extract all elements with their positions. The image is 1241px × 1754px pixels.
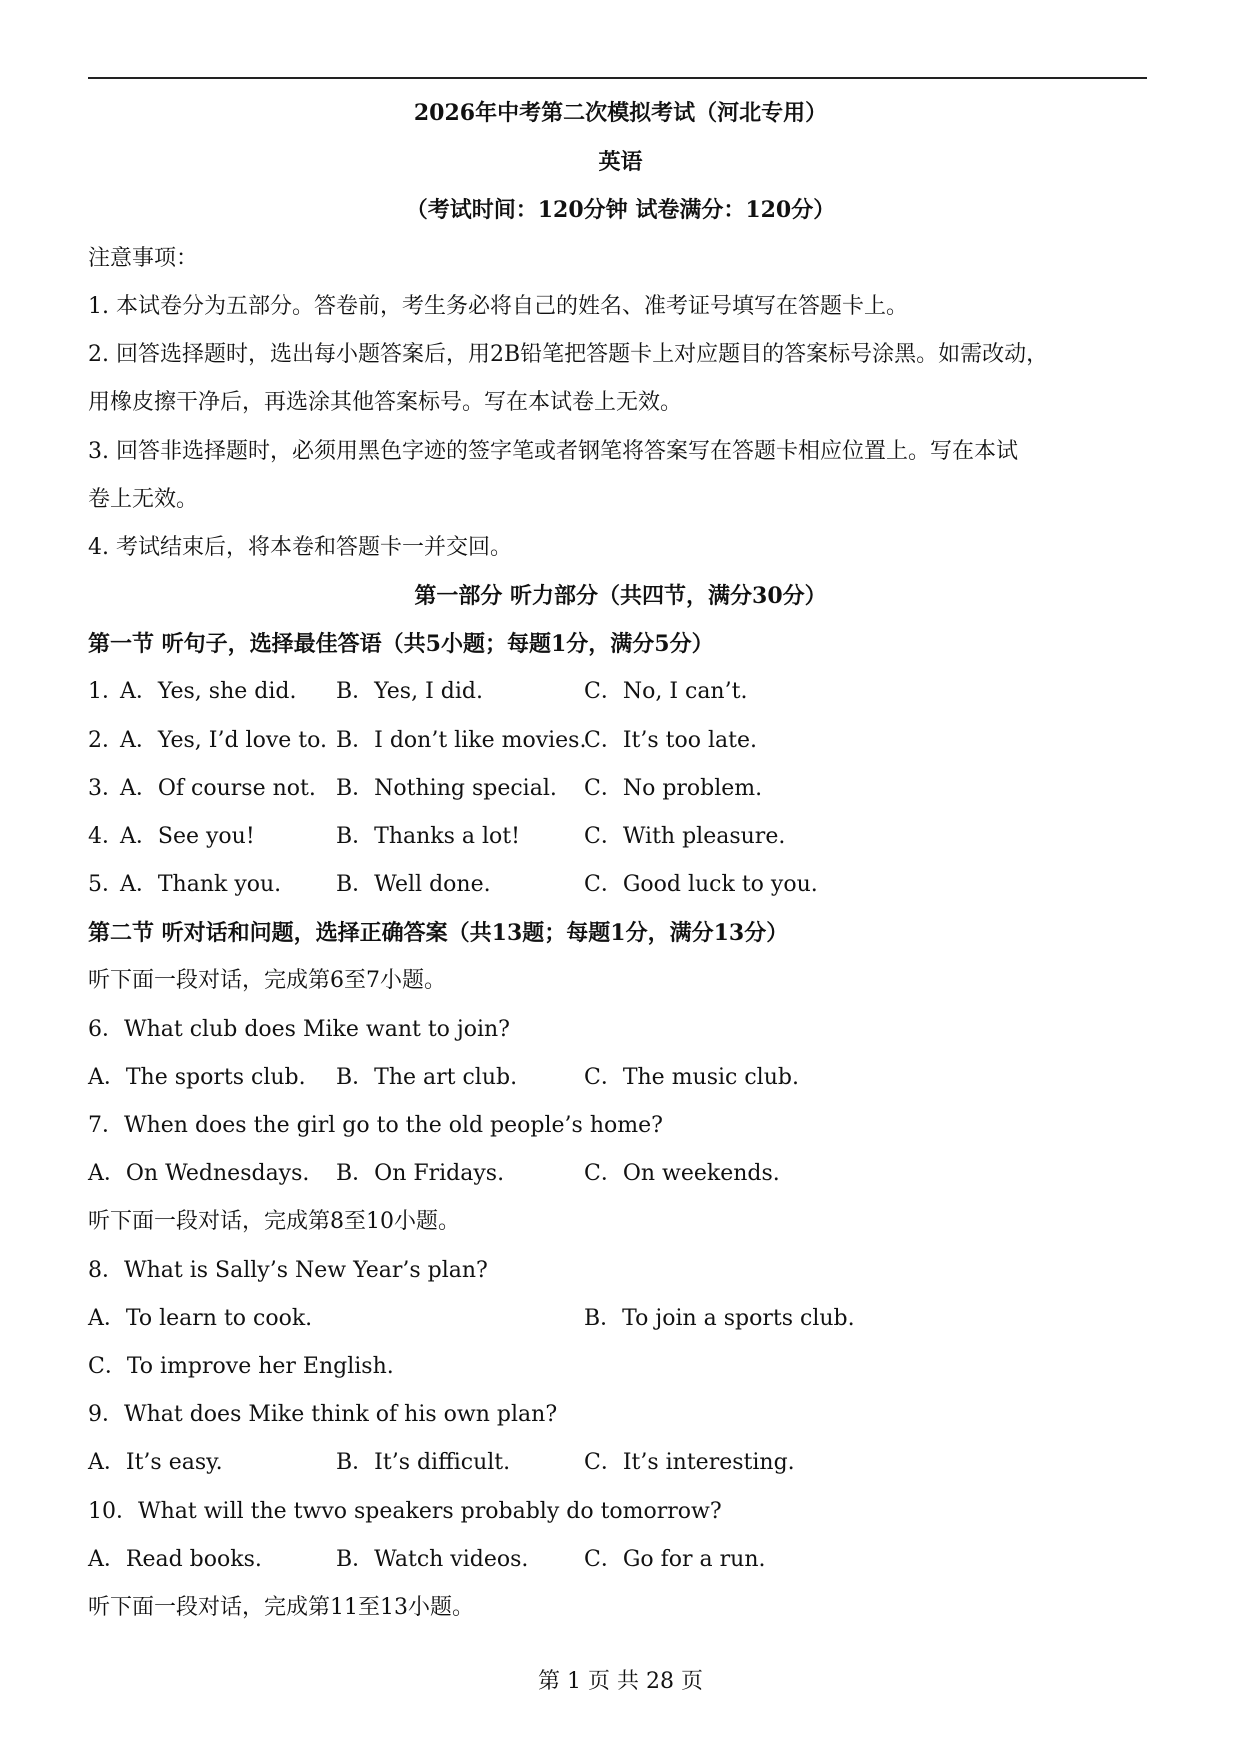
question-number: 5． — [88, 872, 124, 897]
option-c: C．No problem. — [584, 776, 763, 801]
question-10: 10．What will the twvo speakers probably do tomorrow? — [88, 1499, 722, 1524]
option-b: B．It’s difficult. — [336, 1450, 511, 1475]
option-a: A．To learn to cook. — [88, 1306, 313, 1331]
option-b: B．I don’t like movies. — [336, 728, 587, 753]
exam-subject: 英语 — [598, 149, 643, 175]
option-a: A．On Wednesdays. — [88, 1161, 310, 1186]
option-b: B．Nothing special. — [336, 776, 557, 801]
page-footer: 第 1 页 共 28 页 — [538, 1669, 703, 1694]
option-b: B．Yes, I did. — [336, 679, 483, 704]
option-a: A．Of course not. — [120, 776, 316, 801]
section2-title: 第二节 听对话和问题，选择正确答案（共13题；每题1分，满分13分） — [88, 920, 789, 946]
question-9: 9．What does Mike think of his own plan? — [88, 1402, 558, 1427]
option-c: C．It’s interesting. — [584, 1450, 795, 1475]
option-a: A．Read books. — [88, 1547, 262, 1572]
option-a: A．Yes, she did. — [120, 679, 297, 704]
option-c: C．It’s too late. — [584, 728, 757, 753]
question-number: 2． — [88, 728, 124, 753]
option-c: C．To improve her English. — [88, 1354, 394, 1379]
option-c: C．Good luck to you. — [584, 872, 818, 897]
exam-info: （考试时间：120分钟 试卷满分：120分） — [405, 197, 836, 223]
notes-line: 4. 考试结束后，将本卷和答题卡一并交回。 — [88, 535, 512, 560]
option-a: A．See you! — [120, 824, 255, 849]
question-number: 4． — [88, 824, 124, 849]
option-b: B．Watch videos. — [336, 1547, 529, 1572]
option-c: C．No, I can’t. — [584, 679, 748, 704]
option-c: C．With pleasure. — [584, 824, 786, 849]
part1-title: 第一部分 听力部分（共四节，满分30分） — [414, 583, 827, 609]
question-8: 8．What is Sally’s New Year’s plan? — [88, 1258, 488, 1283]
question-7: 7．When does the girl go to the old people’s home? — [88, 1113, 663, 1138]
option-b: B．Well done. — [336, 872, 491, 897]
option-b: B．To join a sports club. — [584, 1306, 855, 1331]
dialogue-intro: 听下面一段对话，完成第6至7小题。 — [88, 968, 446, 993]
option-a: A．Yes, I’d love to. — [120, 728, 327, 753]
option-b: B．The art club. — [336, 1065, 518, 1090]
dialogue-intro: 听下面一段对话，完成第8至10小题。 — [88, 1209, 460, 1234]
option-c: C．The music club. — [584, 1065, 799, 1090]
option-a: A．It’s easy. — [88, 1450, 223, 1475]
notes-line: 1. 本试卷分为五部分。答卷前，考生务必将自己的姓名、准考证号填写在答题卡上。 — [88, 294, 908, 319]
question-number: 3． — [88, 776, 124, 801]
dialogue-intro: 听下面一段对话，完成第11至13小题。 — [88, 1595, 474, 1620]
top-rule — [88, 77, 1147, 79]
notes-heading: 注意事项： — [88, 246, 199, 271]
notes-line: 3. 回答非选择题时，必须用黑色字迹的签字笔或者钢笔将答案写在答题卡相应位置上。写在本试 — [88, 439, 1018, 464]
option-c: C．Go for a run. — [584, 1547, 766, 1572]
section1-title: 第一节 听句子，选择最佳答语（共5小题；每题1分，满分5分） — [88, 631, 714, 657]
option-c: C．On weekends. — [584, 1161, 780, 1186]
option-b: B．On Fridays. — [336, 1161, 505, 1186]
option-a: A．The sports club. — [88, 1065, 306, 1090]
question-number: 1． — [88, 679, 124, 704]
notes-line: 2. 回答选择题时，选出每小题答案后，用2B铅笔把答题卡上对应题目的答案标号涂黑。如需改动， — [88, 342, 1049, 367]
notes-line: 卷上无效。 — [88, 487, 199, 512]
exam-title: 2026年中考第二次模拟考试（河北专用） — [413, 100, 828, 126]
option-b: B．Thanks a lot! — [336, 824, 520, 849]
question-6: 6．What club does Mike want to join? — [88, 1017, 510, 1042]
notes-line: 用橡皮擦干净后，再选涂其他答案标号。写在本试卷上无效。 — [88, 390, 683, 415]
option-a: A．Thank you. — [120, 872, 282, 897]
